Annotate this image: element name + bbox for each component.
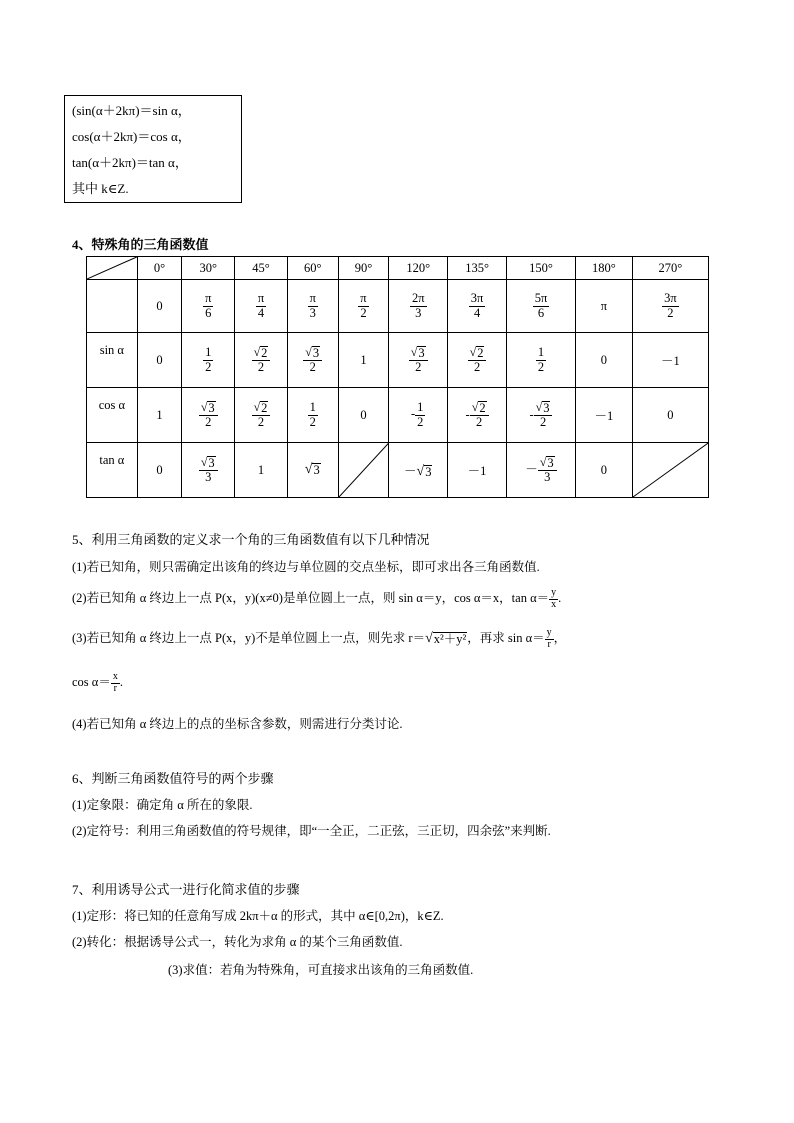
degree-header: 120°	[389, 257, 448, 280]
cell-value: π	[600, 298, 608, 313]
radian-cell	[575, 280, 632, 333]
fraction: √ 2 2	[252, 401, 271, 430]
section-4-title: 4、特殊角的三角函数值	[72, 237, 209, 252]
fraction: $\frac{y}{x}$	[551, 587, 557, 610]
value-cell	[575, 443, 632, 498]
cell-value: －1	[467, 464, 487, 478]
fraction: √ 2 2	[468, 346, 487, 375]
cell-value: 1	[257, 462, 265, 477]
fraction: $\frac{1}{2}$	[309, 400, 316, 429]
degree-header: 0°	[137, 257, 182, 280]
degree-header: 150°	[506, 257, 575, 280]
section-5-p2: (2)若已知角 α 终边上一点 P(x，y)(x≠0)是单位圆上一点，则 sin α＝y，cos α＝x，tan α＝ $\frac{y}{x}$ .	[72, 587, 562, 610]
fraction: $\frac{1}{2}$	[417, 400, 424, 429]
value-cell	[448, 388, 507, 443]
special-angle-table	[86, 256, 709, 498]
section-7-p3: (3)求值：若角为特殊角，可直接求出该角的三角函数值.	[168, 963, 474, 977]
radian-cell	[287, 280, 338, 333]
value-cell	[338, 388, 389, 443]
value-cell	[137, 388, 182, 443]
value-cell	[338, 333, 389, 388]
radian-cell	[137, 280, 182, 333]
fraction: √ 2 2	[470, 401, 489, 430]
value-cell	[287, 388, 338, 443]
fraction: $\frac{3\pi}{2}$	[664, 291, 677, 320]
fraction: √ 3 2	[409, 346, 428, 375]
fraction: $\frac{1}{2}$	[205, 345, 212, 374]
fraction: $\frac{1}{2}$	[537, 345, 545, 374]
sign: －	[403, 463, 417, 478]
function-label: tan α	[87, 443, 138, 498]
cell-value: 1	[156, 407, 163, 422]
value-cell	[506, 443, 575, 498]
fraction: $\frac{\pi}{4}$	[257, 291, 265, 320]
degree-header: 60°	[287, 257, 338, 280]
cell-value: 0	[156, 298, 163, 313]
sqrt-expression: √ x²＋y²	[425, 631, 467, 646]
value-cell	[632, 388, 708, 443]
fraction: $\frac{y}{r}$	[546, 627, 552, 650]
value-cell	[137, 333, 182, 388]
fraction: √ 3 2	[303, 346, 322, 375]
formula-line: 其中 k∈Z.	[72, 181, 129, 196]
fraction: √ 3 3	[199, 456, 218, 485]
degree-header: 45°	[235, 257, 288, 280]
sign: －	[525, 461, 538, 476]
section-5-p1: (1)若已知角，则只需确定出该角的终边与单位圆的交点坐标，即可求出各三角函数值.	[72, 560, 540, 574]
radian-cell	[338, 280, 389, 333]
value-cell	[287, 333, 338, 388]
sign: -	[465, 406, 470, 421]
fraction: $\frac{5\pi}{6}$	[534, 291, 548, 320]
cell-value: 0	[600, 462, 607, 477]
section-5-title: 5、利用三角函数的定义求一个角的三角函数值有以下几种情况	[72, 532, 430, 547]
function-label: sin α	[87, 333, 138, 388]
value-cell	[632, 333, 708, 388]
value-cell	[506, 333, 575, 388]
value-cell	[389, 388, 448, 443]
formula-line: (sin(α＋2kπ)＝sin α，	[72, 103, 191, 118]
section-6-p1: (1)定象限：确定角 α 所在的象限.	[72, 798, 253, 812]
corner-cell	[87, 257, 138, 280]
sqrt-value: √ 3	[304, 462, 320, 478]
cell-value: －1	[594, 409, 614, 423]
sign: -	[529, 406, 534, 421]
value-cell	[182, 333, 235, 388]
value-cell	[287, 443, 338, 498]
radian-cell	[182, 280, 235, 333]
cell-value: －1	[661, 354, 680, 368]
function-label: cos α	[87, 388, 138, 443]
degree-header: 135°	[448, 257, 507, 280]
value-cell	[235, 333, 288, 388]
value-cell	[182, 388, 235, 443]
function-row	[87, 443, 709, 498]
section-6-p2: (2)定符号：利用三角函数值的符号规律，即“一全正，二正弦，三正切，四余弦”来判断.	[72, 824, 551, 838]
radian-cell	[632, 280, 708, 333]
fraction: √ 2 2	[252, 346, 271, 375]
degree-header: 90°	[338, 257, 389, 280]
section-7-p2: (2)转化：根据诱导公式一，转化为求角 α 的某个三角函数值.	[72, 935, 403, 949]
radian-cell	[389, 280, 448, 333]
value-cell	[448, 443, 507, 498]
value-cell	[575, 388, 632, 443]
formula-line: cos(α＋2kπ)＝cos α，	[72, 129, 191, 144]
value-cell	[137, 443, 182, 498]
radian-row	[87, 280, 709, 333]
empty-cell	[632, 443, 708, 498]
function-row	[87, 333, 709, 388]
degree-header: 180°	[575, 257, 632, 280]
value-cell	[389, 333, 448, 388]
cell-value: 1	[360, 352, 367, 367]
value-cell	[182, 443, 235, 498]
sign: -	[411, 406, 416, 421]
section-5-p3-cont: cos α＝ $\frac{x}{r}$ .	[72, 671, 123, 694]
section-7-title: 7、利用诱导公式一进行化简求值的步骤	[72, 882, 300, 897]
cell-value: 0	[667, 407, 674, 422]
cell-value: 0	[156, 352, 163, 367]
cell-value: 0	[600, 352, 607, 367]
fraction: $\frac{3\pi}{4}$	[470, 291, 484, 320]
fraction: $\frac{x}{r}$	[112, 671, 118, 694]
sqrt-value: √ 3	[416, 463, 432, 479]
section-5-p3: (3)若已知角 α 终边上一点 P(x，y)不是单位圆上一点，则先求 r＝ √ x²＋y² ，再求 sin α＝ $\frac{y}{r}$ ，	[72, 627, 567, 650]
header-row	[87, 257, 709, 280]
value-cell	[389, 443, 448, 498]
section-5-p4: (4)若已知角 α 终边上的点的坐标含参数，则需进行分类讨论.	[72, 717, 403, 731]
function-row	[87, 388, 709, 443]
fraction: $\frac{\pi}{6}$	[205, 291, 212, 320]
value-cell	[575, 333, 632, 388]
radian-cell	[448, 280, 507, 333]
degree-header: 270°	[632, 257, 708, 280]
section-6-title: 6、判断三角函数值符号的两个步骤	[72, 771, 274, 786]
fraction: √ 3 3	[538, 456, 557, 485]
cell-value: 0	[360, 407, 367, 422]
section-7-p1: (1)定形：将已知的任意角写成 2kπ＋α 的形式，其中 α∈[0,2π)，k∈Z.	[72, 909, 444, 923]
fraction: √ 3 2	[534, 401, 553, 430]
formula-box	[64, 95, 242, 203]
fraction: $\frac{\pi}{2}$	[360, 291, 367, 320]
label-cell	[87, 280, 138, 333]
radian-cell	[506, 280, 575, 333]
fraction: $\frac{\pi}{3}$	[309, 291, 316, 320]
value-cell	[448, 333, 507, 388]
degree-header: 30°	[182, 257, 235, 280]
cell-value: 0	[156, 462, 163, 477]
formula-line: tan(α＋2kπ)＝tan α，	[72, 155, 188, 170]
radian-cell	[235, 280, 288, 333]
fraction: $\frac{2\pi}{3}$	[411, 291, 425, 320]
value-cell	[506, 388, 575, 443]
fraction: √ 3 2	[199, 401, 218, 430]
value-cell	[235, 443, 288, 498]
empty-cell	[338, 443, 389, 498]
value-cell	[235, 388, 288, 443]
